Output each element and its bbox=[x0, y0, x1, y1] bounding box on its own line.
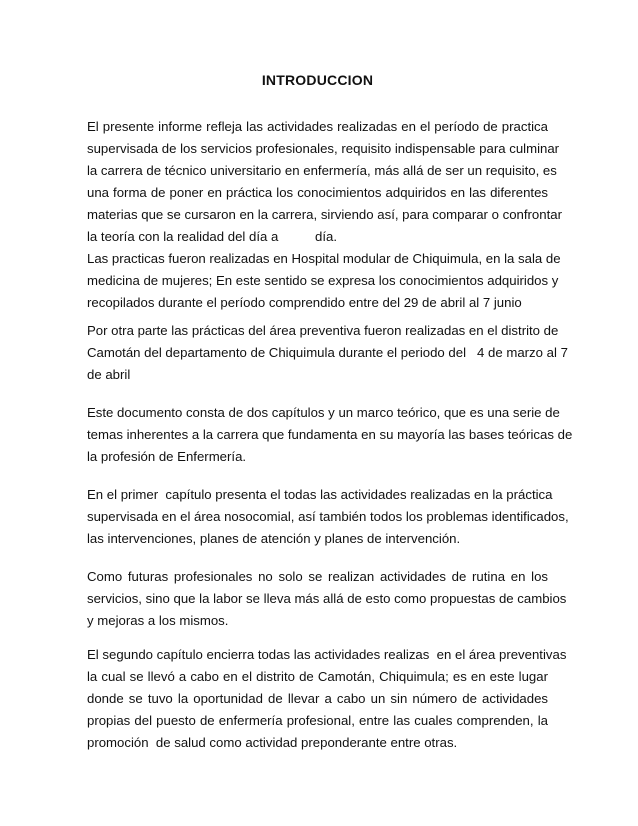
text-line: la profesión de Enfermería. bbox=[87, 449, 247, 464]
paragraph-intro-purpose bbox=[87, 116, 562, 314]
text-line: donde se tuvo la oportunidad de llevar a cabo un sin número de actividades bbox=[87, 691, 548, 706]
text-line: supervisada de los servicios profesionales, requisito indispensable para culminar bbox=[87, 141, 560, 156]
text-line: recopilados durante el período comprendido entre del 29 de abril al 7 junio bbox=[87, 295, 522, 310]
text-line: El segundo capítulo encierra todas las actividades realizas en el área preventivas bbox=[87, 647, 567, 662]
text-line: la carrera de técnico universitario en enfermería, más allá de ser un requisito, es bbox=[87, 163, 557, 178]
text-line: Las practicas fueron realizadas en Hospital modular de Chiquimula, en la sala de bbox=[87, 251, 561, 266]
paragraph-preventive-area bbox=[87, 320, 568, 386]
text-line: la cual se llevó a cabo en el distrito de Camotán, Chiquimula; es en este lugar bbox=[87, 669, 548, 684]
text-line: Camotán del departamento de Chiquimula durante el periodo del 4 de marzo al 7 bbox=[87, 345, 568, 360]
text-line: En el primer capítulo presenta el todas las actividades realizadas en la práctica bbox=[87, 487, 553, 502]
text-line: de abril bbox=[87, 367, 131, 382]
text-line: una forma de poner en práctica los conocimientos adquiridos en las diferentes bbox=[87, 185, 548, 200]
text-line: servicios, sino que la labor se lleva más allá de esto como propuestas de cambios bbox=[87, 591, 567, 606]
text-line: materias que se cursaron en la carrera, sirviendo así, para comparar o confrontar bbox=[87, 207, 562, 222]
text-line: Como futuras profesionales no solo se realizan actividades de rutina en los bbox=[87, 569, 548, 584]
text-line: propias del puesto de enfermería profesional, entre las cuales comprenden, la bbox=[87, 713, 548, 728]
text-line: supervisada en el área nosocomial, así también todos los problemas identificados, bbox=[87, 509, 569, 524]
document-title: INTRODUCCION bbox=[261, 72, 374, 88]
text-line: medicina de mujeres; En este sentido se expresa los conocimientos adquiridos y bbox=[87, 273, 559, 288]
text-line: la teoría con la realidad del día a día. bbox=[87, 229, 337, 244]
text-line: promoción de salud como actividad preponderante entre otras. bbox=[87, 735, 458, 750]
paragraph-document-structure bbox=[87, 402, 573, 468]
text-line: El presente informe refleja las actividades realizadas en el período de practica bbox=[87, 119, 548, 134]
text-line: las intervenciones, planes de atención y planes de intervención. bbox=[87, 531, 461, 546]
paragraph-first-chapter bbox=[87, 484, 569, 550]
text-line: y mejoras a los mismos. bbox=[87, 613, 229, 628]
paragraph-future-professionals bbox=[87, 566, 567, 632]
text-line: Este documento consta de dos capítulos y un marco teórico, que es una serie de bbox=[87, 405, 560, 420]
text-line: temas inherentes a la carrera que fundamenta en su mayoría las bases teóricas de bbox=[87, 427, 573, 442]
paragraph-second-chapter bbox=[87, 644, 567, 754]
text-line: Por otra parte las prácticas del área preventiva fueron realizadas en el distrito de bbox=[87, 323, 559, 338]
